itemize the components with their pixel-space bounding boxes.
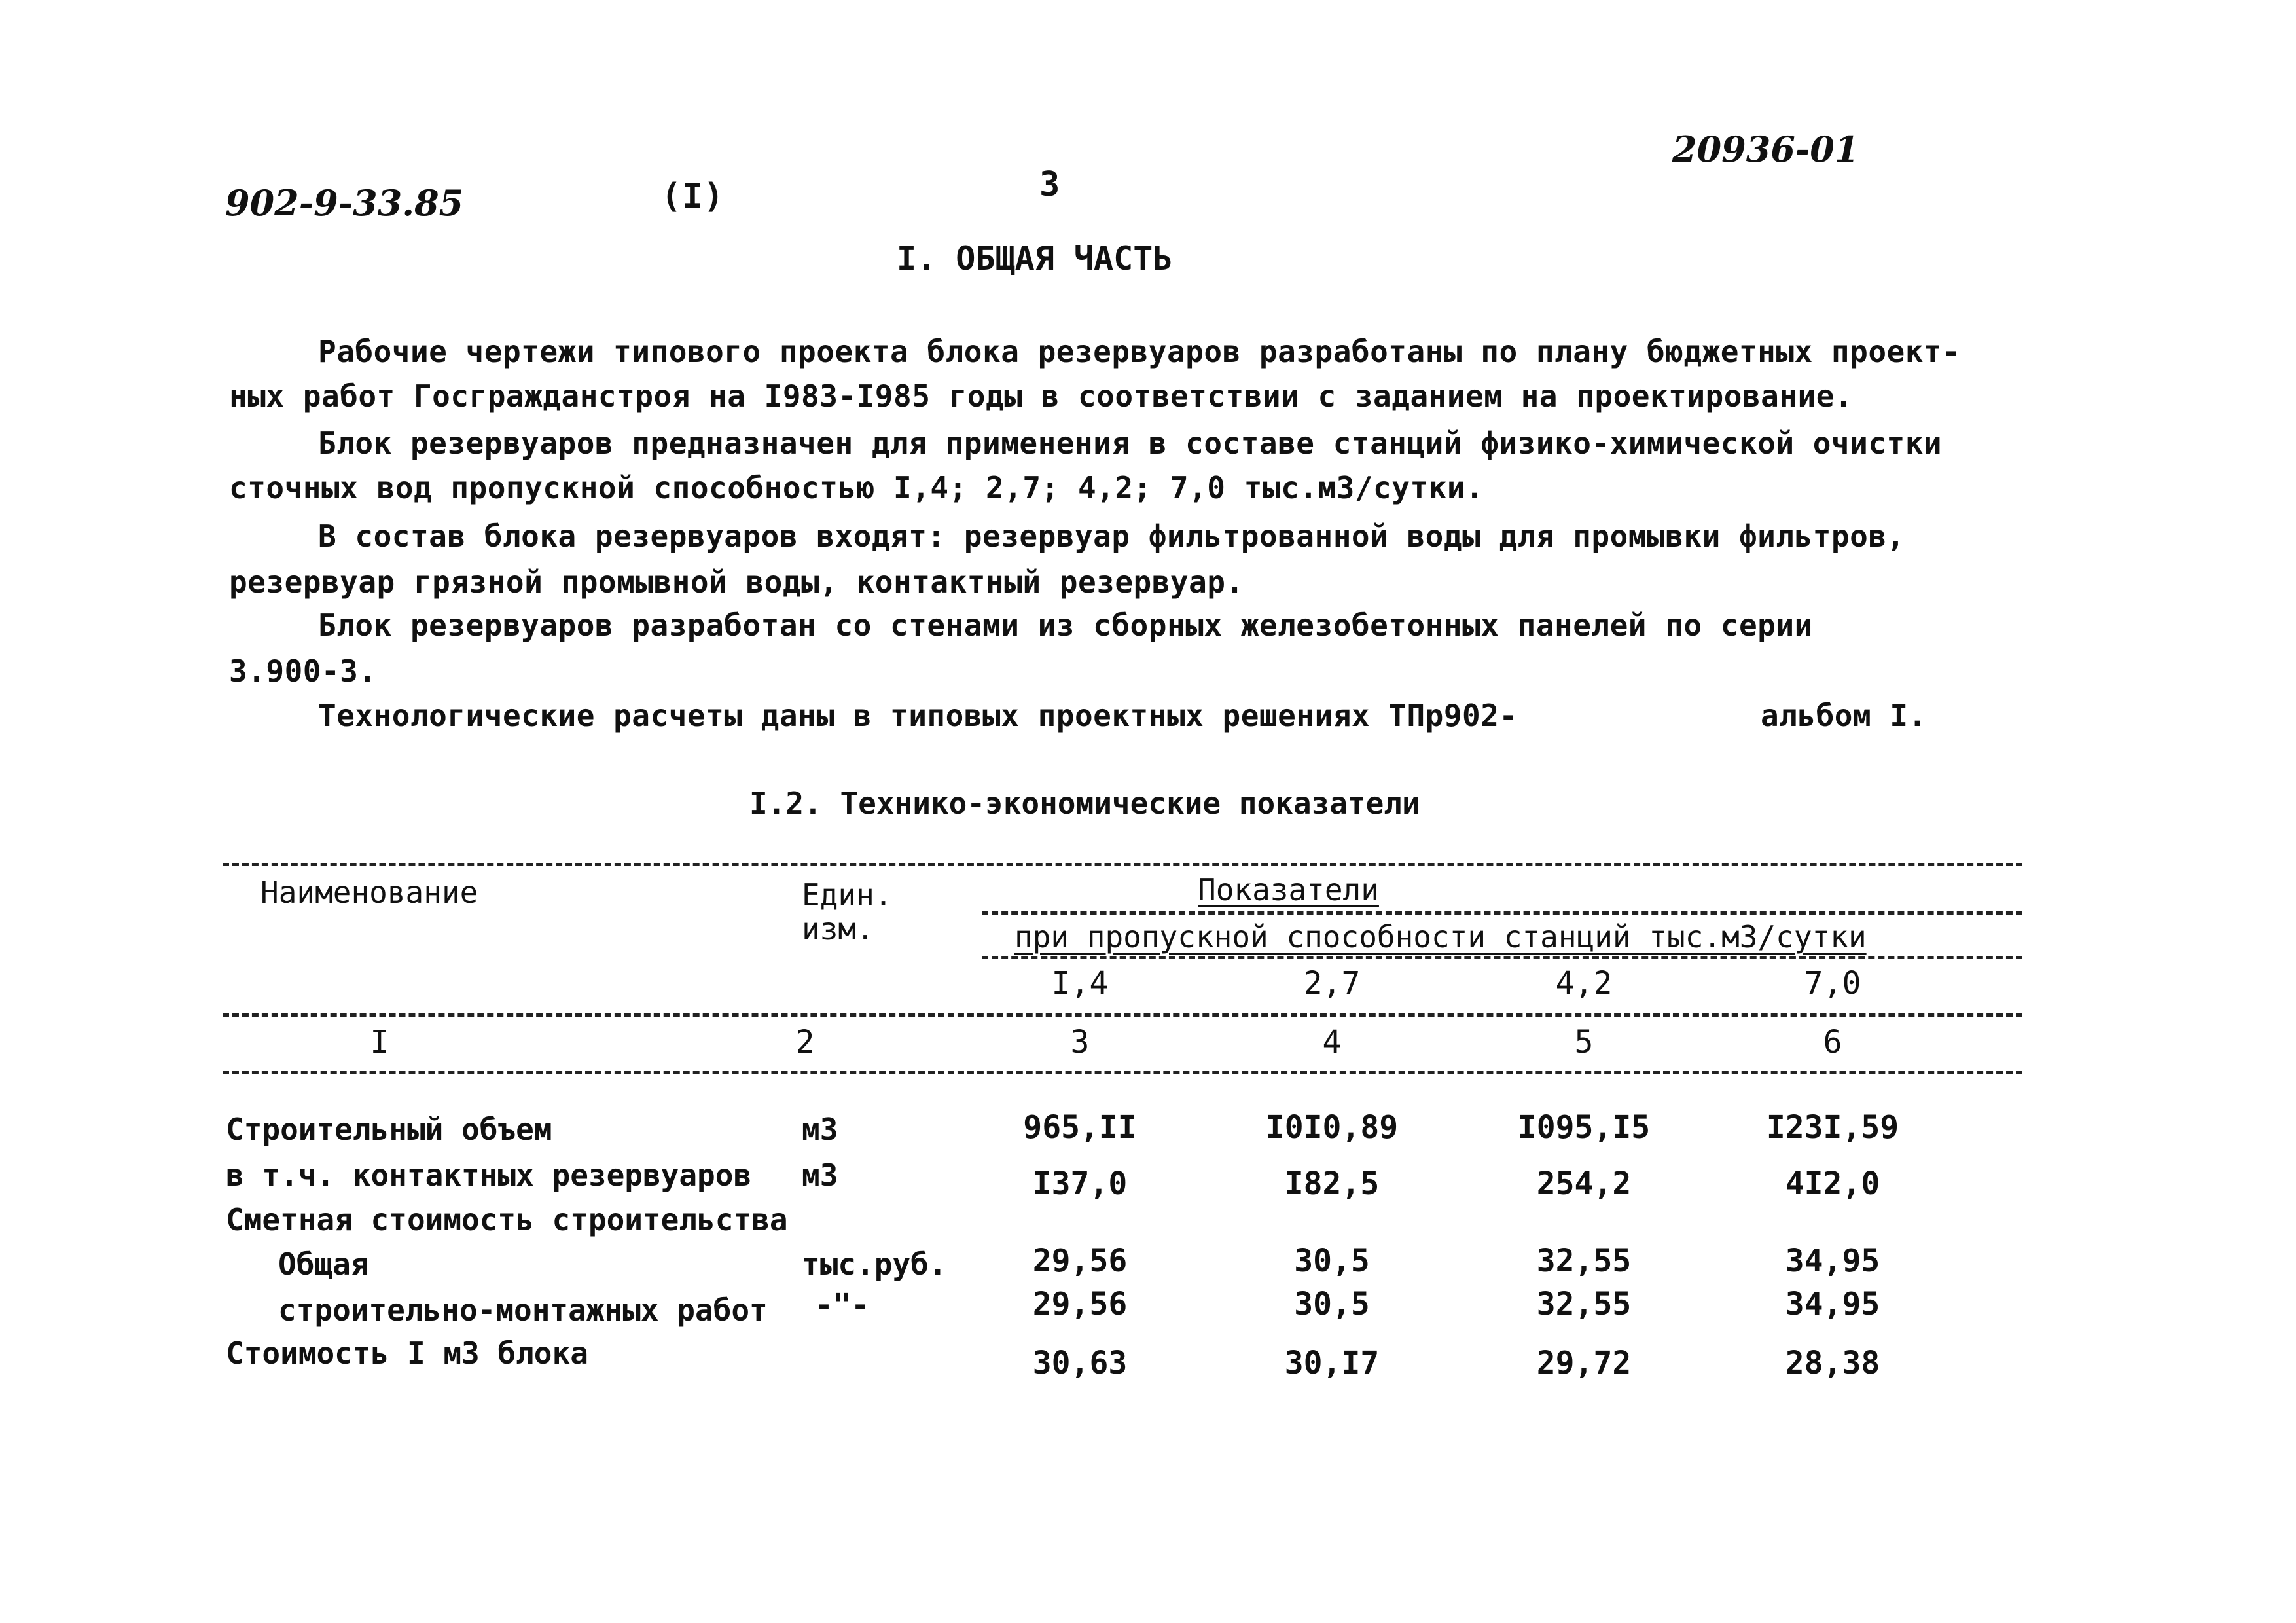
table-cell: 30,5: [1294, 1286, 1370, 1322]
table-rule-header: [223, 1013, 2022, 1017]
paragraph-line: Блок резервуаров предназначен для применения в составе станций физико-химической очистки: [318, 426, 1943, 461]
table-row-label: строительно-монтажных работ: [278, 1292, 768, 1328]
table-row-unit: -"-: [815, 1287, 870, 1322]
table-cell: I23I,59: [1766, 1109, 1899, 1146]
paragraph-line: альбом I.: [1761, 698, 1927, 733]
table-row-unit: м3: [802, 1112, 838, 1147]
table-row-label: Строительный объем: [226, 1112, 552, 1147]
table-cell: I37,0: [1032, 1165, 1128, 1202]
paragraph-line: резервуар грязной промывной воды, контактный резервуар.: [229, 564, 1244, 600]
table-cell: 34,95: [1785, 1243, 1880, 1279]
section-title: I. ОБЩАЯ ЧАСТЬ: [897, 240, 1173, 278]
group-header-rule: [982, 911, 2022, 915]
table-cell: 32,55: [1536, 1243, 1632, 1279]
column-header-unit: Един.: [802, 877, 893, 913]
volume-number: (I): [661, 177, 725, 216]
table-cell: 30,5: [1294, 1243, 1370, 1279]
capacity-header: 4,2: [1555, 965, 1613, 1002]
table-row-label: в т.ч. контактных резервуаров: [226, 1158, 752, 1193]
table-row-unit: м3: [802, 1158, 838, 1193]
column-number: 6: [1823, 1024, 1842, 1061]
page-number: 3: [1039, 165, 1061, 204]
capacity-header: I,4: [1051, 965, 1109, 1002]
paragraph-line: сточных вод пропускной способностью I,4; 2,7; 4,2; 7,0 тыс.м3/сутки.: [229, 470, 1484, 505]
table-title: I.2. Технико-экономические показатели: [749, 786, 1420, 821]
document-code: 902-9-33.85: [225, 182, 464, 224]
table-cell: 29,72: [1536, 1345, 1632, 1381]
sub-header: при пропускной способности станций тыс.м3/сутки: [1014, 919, 1867, 955]
column-header-name: Наименование: [260, 875, 478, 910]
table-cell: 965,II: [1023, 1109, 1137, 1146]
paragraph-line: ных работ Госгражданстроя на I983-I985 годы в соответствии с заданием на проектирование.: [229, 378, 1854, 414]
table-rule-top: [223, 863, 2022, 866]
table-cell: I82,5: [1284, 1165, 1380, 1202]
column-number: 4: [1322, 1024, 1342, 1061]
table-cell: I0I0,89: [1265, 1109, 1399, 1146]
column-number: 2: [795, 1024, 815, 1061]
table-row-label: Стоимость I м3 блока: [226, 1336, 588, 1371]
sub-header-rule: [982, 956, 2022, 959]
table-row-label: Общая: [278, 1247, 369, 1282]
table-cell: 30,63: [1032, 1345, 1128, 1381]
paragraph-line: Блок резервуаров разработан со стенами из сборных железобетонных панелей по серии: [318, 608, 1813, 643]
table-cell: 4I2,0: [1785, 1165, 1880, 1202]
table-cell: 29,56: [1032, 1243, 1128, 1279]
table-rule-numbers: [223, 1071, 2022, 1074]
paragraph-line: Рабочие чертежи типового проекта блока резервуаров разработаны по плану бюджетных проект-: [318, 334, 1961, 369]
table-cell: 30,I7: [1284, 1345, 1380, 1381]
paragraph-line: 3.900-3.: [229, 653, 377, 689]
group-header: Показатели: [1198, 872, 1379, 907]
table-row-label: Сметная стоимость строительства: [226, 1202, 788, 1237]
capacity-header: 2,7: [1303, 965, 1361, 1002]
column-number: 3: [1070, 1024, 1090, 1061]
table-cell: 254,2: [1536, 1165, 1632, 1202]
capacity-header: 7,0: [1804, 965, 1861, 1002]
paragraph-line: В состав блока резервуаров входят: резервуар фильтрованной воды для промывки фильтров,: [318, 519, 1905, 554]
table-cell: 34,95: [1785, 1286, 1880, 1322]
table-row-unit: тыс.руб.: [802, 1247, 947, 1282]
table-cell: 28,38: [1785, 1345, 1880, 1381]
paragraph-line: Технологические расчеты даны в типовых проектных решениях ТПр902-: [318, 698, 1518, 733]
table-cell: I095,I5: [1517, 1109, 1651, 1146]
column-number: I: [370, 1024, 389, 1061]
column-number: 5: [1574, 1024, 1594, 1061]
table-cell: 29,56: [1032, 1286, 1128, 1322]
table-cell: 32,55: [1536, 1286, 1632, 1322]
column-header-unit-2: изм.: [802, 911, 874, 947]
stamp-number: 20936-01: [1672, 128, 1859, 170]
